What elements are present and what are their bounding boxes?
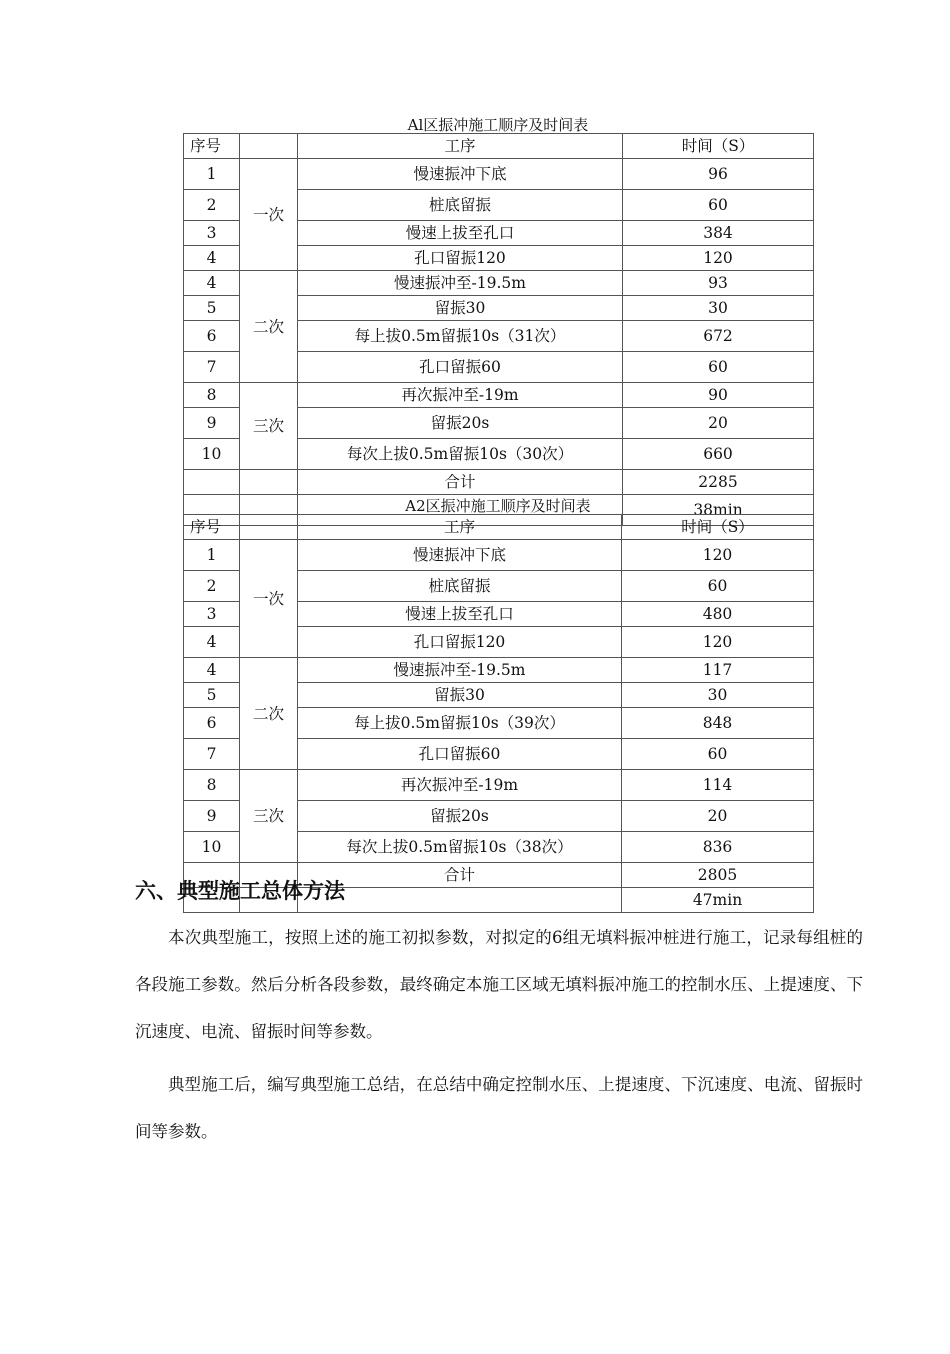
row-no: 2 xyxy=(184,571,240,602)
row-process: 慢速振冲下底 xyxy=(298,159,623,190)
body-paragraph-2: 典型施工后，编写典型施工总结，在总结中确定控制水压、上提速度、下沉速度、电流、留振时间等参数。 xyxy=(135,1075,863,1141)
row-time: 60 xyxy=(622,739,814,770)
row-time: 60 xyxy=(623,190,814,221)
row-process: 留振20s xyxy=(298,408,623,439)
row-process: 慢速上拔至孔口 xyxy=(298,602,622,627)
row-process: 孔口留振60 xyxy=(298,352,623,383)
row-process: 每次上拔0.5m留振10s（30次） xyxy=(298,439,623,470)
table-row xyxy=(184,540,814,571)
row-process: 慢速上拔至孔口 xyxy=(298,221,623,246)
row-process: 每上拔0.5m留振10s（39次） xyxy=(298,708,622,739)
empty-cell xyxy=(184,470,240,495)
stage-label: 三次 xyxy=(240,383,298,470)
row-time: 848 xyxy=(622,708,814,739)
table-row xyxy=(184,159,814,190)
row-no: 2 xyxy=(184,190,240,221)
header-stage xyxy=(240,515,298,540)
row-process: 孔口留振60 xyxy=(298,739,622,770)
row-time: 114 xyxy=(622,770,814,801)
table-row xyxy=(184,770,814,801)
row-no: 1 xyxy=(184,540,240,571)
header-stage xyxy=(240,134,298,159)
row-process: 每上拔0.5m留振10s（31次） xyxy=(298,321,623,352)
row-no: 3 xyxy=(184,602,240,627)
row-time: 120 xyxy=(622,540,814,571)
row-no: 6 xyxy=(184,321,240,352)
total-label: 合计 xyxy=(298,470,623,495)
table-row xyxy=(184,271,814,296)
row-process: 孔口留振120 xyxy=(298,627,622,658)
empty-cell xyxy=(240,470,298,495)
table-header-row xyxy=(184,134,814,159)
table-1-caption: Al区振冲施工顺序及时间表 xyxy=(407,116,589,134)
body-paragraph-1: 本次典型施工，按照上述的施工初拟参数，对拟定的6组无填料振冲桩进行施工，记录每组桩的各段施工参数。然后分析各段参数，最终确定本施工区域无填料振冲施工的控制水压、上提速度、下沉速度、电流、留振时间等参数。 xyxy=(135,928,863,1041)
table-row xyxy=(184,658,814,683)
row-time: 480 xyxy=(622,602,814,627)
stage-label: 二次 xyxy=(240,271,298,383)
row-process: 留振20s xyxy=(298,801,622,832)
row-no: 5 xyxy=(184,683,240,708)
row-no: 4 xyxy=(184,246,240,271)
table-header-row xyxy=(184,515,814,540)
row-time: 60 xyxy=(623,352,814,383)
row-no: 10 xyxy=(184,832,240,863)
stage-label: 三次 xyxy=(240,770,298,863)
stage-label: 二次 xyxy=(240,658,298,770)
row-no: 9 xyxy=(184,408,240,439)
row-time: 836 xyxy=(622,832,814,863)
row-time: 20 xyxy=(623,408,814,439)
total-seconds: 2805 xyxy=(622,863,814,888)
total-label: 合计 xyxy=(298,863,622,888)
row-time: 117 xyxy=(622,658,814,683)
row-no: 4 xyxy=(184,627,240,658)
total-minutes: 47min xyxy=(622,888,814,913)
row-process: 桩底留振 xyxy=(298,571,622,602)
header-process: 工序 xyxy=(298,515,622,540)
table-row xyxy=(184,383,814,408)
row-time: 60 xyxy=(622,571,814,602)
row-process: 桩底留振 xyxy=(298,190,623,221)
row-time: 120 xyxy=(622,627,814,658)
row-time: 384 xyxy=(623,221,814,246)
row-process: 慢速振冲至-19.5m xyxy=(298,271,623,296)
section-heading: 六、典型施工总体方法 xyxy=(135,879,345,903)
row-process: 慢速振冲下底 xyxy=(298,540,622,571)
row-process: 每次上拔0.5m留振10s（38次） xyxy=(298,832,622,863)
row-no: 9 xyxy=(184,801,240,832)
row-process: 留振30 xyxy=(298,683,622,708)
header-process: 工序 xyxy=(298,134,623,159)
row-time: 120 xyxy=(623,246,814,271)
row-no: 3 xyxy=(184,221,240,246)
row-time: 30 xyxy=(623,296,814,321)
row-time: 93 xyxy=(623,271,814,296)
construction-time-table-a1 xyxy=(183,133,814,526)
row-process: 留振30 xyxy=(298,296,623,321)
row-time: 30 xyxy=(622,683,814,708)
row-no: 6 xyxy=(184,708,240,739)
row-process: 孔口留振120 xyxy=(298,246,623,271)
total-minutes: 38min xyxy=(623,495,814,526)
row-time: 20 xyxy=(622,801,814,832)
row-no: 4 xyxy=(184,271,240,296)
header-no: 序号 xyxy=(184,134,240,159)
row-no: 5 xyxy=(184,296,240,321)
stage-label: 一次 xyxy=(240,540,298,658)
stage-label: 一次 xyxy=(240,159,298,271)
row-no: 7 xyxy=(184,739,240,770)
header-no: 序号 xyxy=(184,515,240,540)
construction-time-table-a2 xyxy=(183,514,814,913)
total-row xyxy=(184,470,814,495)
row-no: 7 xyxy=(184,352,240,383)
row-time: 96 xyxy=(623,159,814,190)
row-no: 10 xyxy=(184,439,240,470)
row-process: 再次振冲至-19m xyxy=(298,383,623,408)
row-process: 慢速振冲至-19.5m xyxy=(298,658,622,683)
total-seconds: 2285 xyxy=(623,470,814,495)
empty-cell xyxy=(298,888,622,913)
row-no: 8 xyxy=(184,383,240,408)
row-no: 8 xyxy=(184,770,240,801)
row-time: 672 xyxy=(623,321,814,352)
header-time: 时间（S） xyxy=(622,515,814,540)
row-no: 4 xyxy=(184,658,240,683)
row-time: 660 xyxy=(623,439,814,470)
header-time: 时间（S） xyxy=(623,134,814,159)
table-2-caption: A2区振冲施工顺序及时间表 xyxy=(405,497,591,515)
row-no: 1 xyxy=(184,159,240,190)
row-process: 再次振冲至-19m xyxy=(298,770,622,801)
row-time: 90 xyxy=(623,383,814,408)
